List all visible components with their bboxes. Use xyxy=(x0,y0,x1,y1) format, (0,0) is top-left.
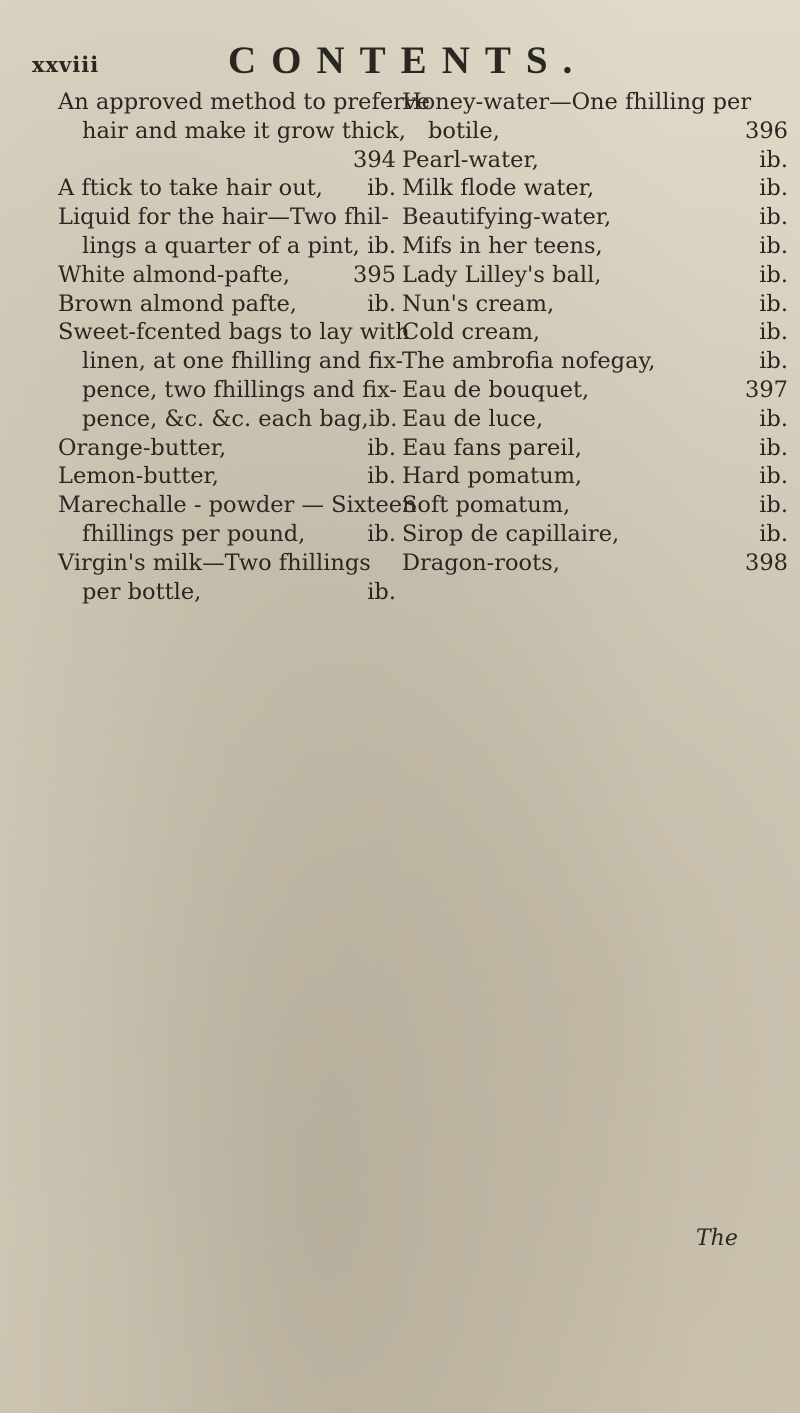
entry-title: per bottle, xyxy=(82,578,202,605)
entry-page-ref: ib. xyxy=(759,204,788,231)
entry-title: Lemon-butter, xyxy=(58,463,219,490)
entry-line xyxy=(20,434,396,463)
contents-entry xyxy=(20,261,396,290)
entry-line xyxy=(402,318,788,347)
entry-page-ref: ib. xyxy=(367,463,396,490)
entry-page-ref: ib. xyxy=(759,175,788,202)
contents-entry xyxy=(402,462,788,491)
entry-page-ref: ib. xyxy=(759,290,788,317)
entry-page-ref: ib. xyxy=(759,434,788,461)
contents-entry xyxy=(402,261,788,290)
entry-title: Beautifying-water, xyxy=(402,204,612,231)
contents-entry xyxy=(20,462,396,491)
entry-title: Milk flode water, xyxy=(402,175,595,202)
contents-entry xyxy=(402,146,788,175)
contents-entry xyxy=(402,347,788,376)
entry-title: Eau fans pareil, xyxy=(402,434,582,461)
entry-page-ref: 396 xyxy=(745,117,788,144)
entry-page-ref xyxy=(389,203,396,232)
entry-page-ref: ib. xyxy=(367,520,396,547)
entry-line xyxy=(402,290,788,319)
contents-entry xyxy=(20,318,410,433)
entry-title: lings a quarter of a pint, xyxy=(82,232,360,259)
contents-entry xyxy=(402,405,788,434)
entry-title: An approved method to preferve xyxy=(58,89,430,115)
entry-title: Virgin's milk—Two fhillings xyxy=(58,549,371,576)
entry-line xyxy=(402,462,788,491)
entry-line xyxy=(20,88,430,117)
page-number: xxviii xyxy=(32,52,100,77)
entry-title: White almond-pafte, xyxy=(58,261,290,288)
entry-line xyxy=(402,203,788,232)
entry-line xyxy=(402,549,788,578)
entry-line xyxy=(402,174,788,203)
entry-title: Sweet-fcented bags to lay with xyxy=(58,319,410,346)
contents-entry xyxy=(402,549,788,578)
entry-title: fhillings per pound, xyxy=(82,520,306,547)
catchword: The xyxy=(696,1226,738,1251)
contents-right-column xyxy=(402,88,788,578)
entry-page-ref: ib. xyxy=(759,146,788,173)
contents-entry xyxy=(20,88,430,174)
entry-line xyxy=(20,405,396,434)
entry-line xyxy=(402,434,788,463)
entry-title: Soft pomatum, xyxy=(402,492,571,519)
contents-entry xyxy=(402,434,788,463)
entry-title: Eau de bouquet, xyxy=(402,376,590,403)
entry-page-ref: ib. xyxy=(367,175,396,202)
entry-page-ref: 395 xyxy=(353,261,396,288)
entry-title: Hard pomatum, xyxy=(402,463,583,490)
entry-line xyxy=(402,261,788,290)
entry-line xyxy=(20,462,396,491)
entry-title: Brown almond pafte, xyxy=(58,290,297,317)
entry-title: Marechalle - powder — Sixteen xyxy=(58,492,417,519)
contents-entry xyxy=(20,290,396,319)
entry-title: Lady Lilley's ball, xyxy=(402,261,602,288)
contents-entry xyxy=(20,549,396,607)
entry-page-ref: ib. xyxy=(759,261,788,288)
entry-title: Sirop de capillaire, xyxy=(402,520,620,547)
entry-line xyxy=(20,347,404,376)
entry-page-ref: ib. xyxy=(759,520,788,547)
entry-title: linen, at one fhilling and fix- xyxy=(82,348,404,375)
entry-title: Dragon-roots, xyxy=(402,549,560,576)
entry-line xyxy=(20,318,410,347)
contents-entry xyxy=(402,318,788,347)
entry-page-ref: 398 xyxy=(745,549,788,576)
entry-line xyxy=(402,117,788,146)
contents-entry xyxy=(402,290,788,319)
contents-entry xyxy=(20,203,396,261)
entry-title: pence, &c. &c. each bag, xyxy=(82,405,369,432)
entry-title: Eau de luce, xyxy=(402,405,544,432)
entry-page-ref: ib. xyxy=(759,319,788,346)
entry-title: pence, two fhillings and fix- xyxy=(82,376,397,403)
entry-title: The ambrofia nofegay, xyxy=(402,348,656,375)
entry-title: Nun's cream, xyxy=(402,290,555,317)
contents-entry xyxy=(402,520,788,549)
entry-title: Pearl-water, xyxy=(402,146,539,173)
entry-title: Liquid for the hair—Two fhil- xyxy=(58,204,389,231)
entry-page-ref xyxy=(371,549,396,578)
contents-entry xyxy=(20,491,417,549)
entry-title: A ftick to take hair out, xyxy=(58,175,323,202)
entry-title: botile, xyxy=(428,117,500,144)
entry-page-ref: ib. xyxy=(367,434,396,461)
contents-entry xyxy=(402,88,788,146)
entry-line xyxy=(20,203,396,232)
entry-page-ref: 397 xyxy=(745,376,788,403)
entry-line xyxy=(20,146,396,175)
entry-line xyxy=(402,88,788,117)
entry-line xyxy=(20,232,396,261)
entry-title xyxy=(82,146,342,175)
entry-line xyxy=(20,290,396,319)
entry-line xyxy=(402,232,788,261)
contents-entry xyxy=(402,203,788,232)
entry-line xyxy=(20,549,396,578)
contents-entry xyxy=(402,376,788,405)
entry-page-ref: ib. xyxy=(759,348,788,375)
entry-title: Cold cream, xyxy=(402,319,541,346)
entry-page-ref: ib. xyxy=(368,405,398,432)
entry-page-ref: ib. xyxy=(759,405,788,432)
entry-line xyxy=(20,578,396,607)
entry-title: Orange-butter, xyxy=(58,434,227,461)
entry-line xyxy=(402,376,788,405)
running-head: CONTENTS. xyxy=(228,39,588,82)
entry-line xyxy=(20,174,396,203)
entry-page-ref: ib. xyxy=(367,232,396,259)
entry-page-ref: ib. xyxy=(367,290,396,317)
entry-line xyxy=(402,146,788,175)
entry-line xyxy=(402,347,788,376)
entry-page-ref xyxy=(751,88,788,117)
entry-line xyxy=(402,520,788,549)
entry-line xyxy=(20,520,396,549)
entry-page-ref: ib. xyxy=(759,463,788,490)
entry-page-ref: ib. xyxy=(759,492,788,519)
contents-entry xyxy=(402,174,788,203)
contents-entry xyxy=(20,434,396,463)
contents-left-column xyxy=(20,88,430,606)
entry-line xyxy=(402,405,788,434)
entry-line xyxy=(20,491,417,520)
entry-page-ref: ib. xyxy=(759,232,788,259)
entry-page-ref: ib. xyxy=(367,578,396,605)
entry-line xyxy=(20,117,406,146)
page-header xyxy=(0,32,800,82)
contents-entry xyxy=(402,232,788,261)
entry-page-ref: 394 xyxy=(353,146,396,173)
entry-line xyxy=(20,376,396,405)
entry-title: Honey-water—One fhilling per xyxy=(402,89,752,115)
contents-entry xyxy=(20,174,396,203)
entry-title: Mifs in her teens, xyxy=(402,232,603,259)
entry-line xyxy=(402,491,788,520)
contents-entry xyxy=(402,491,788,520)
entry-line xyxy=(20,261,396,290)
entry-title: hair and make it grow thick, xyxy=(82,117,406,144)
